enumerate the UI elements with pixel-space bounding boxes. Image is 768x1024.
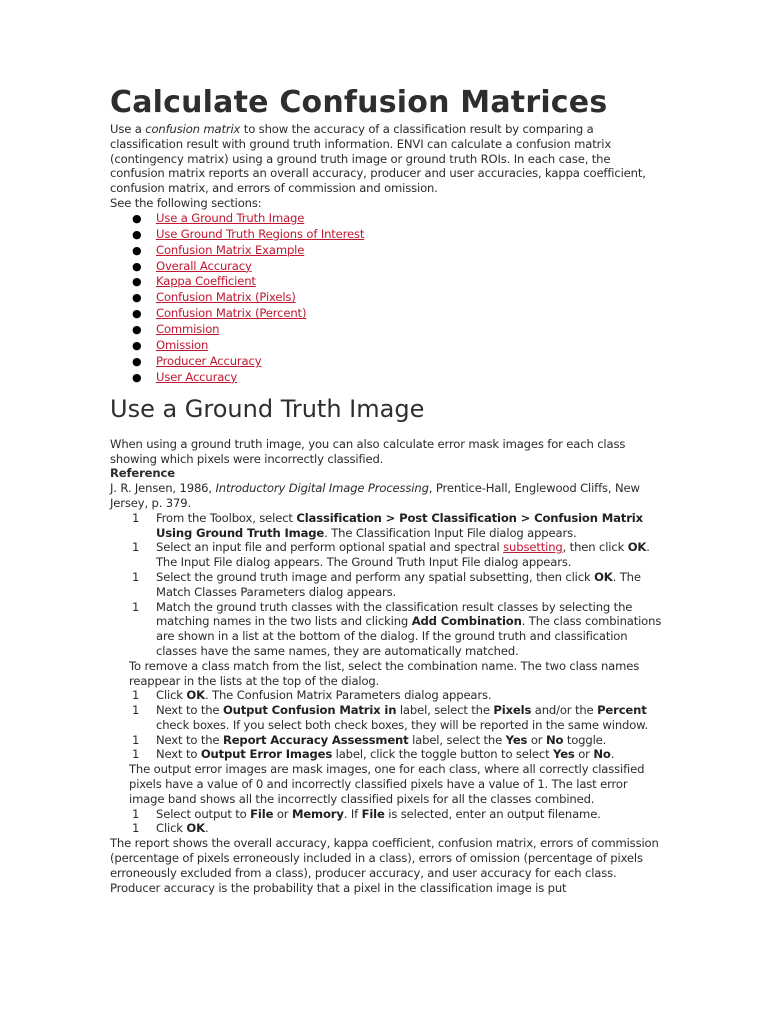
section-intro-paragraph: When using a ground truth image, you can also calculate error mask images for each class showing which pixels were incorrectly classified. xyxy=(110,436,626,466)
procedure-step xyxy=(110,600,662,659)
document-content xyxy=(110,84,662,895)
ui-label: Percent xyxy=(597,703,647,718)
step-text: . The Confusion Matrix Parameters dialog appears. xyxy=(204,688,492,703)
spacer xyxy=(110,424,662,437)
step-number: 1 xyxy=(132,688,140,703)
step-text: . xyxy=(204,821,209,836)
step-text: Next to xyxy=(156,747,201,762)
toc-link-confusion-matrix-percent[interactable]: Confusion Matrix (Percent) xyxy=(156,306,307,321)
toc-item xyxy=(110,259,662,275)
toc-link-confusion-matrix-example[interactable]: Confusion Matrix Example xyxy=(156,242,305,257)
citation-publisher: , Prentice-Hall, Englewood Cliffs, New Jersey, p. 379. xyxy=(110,481,640,510)
bullet-icon: ● xyxy=(132,275,142,289)
step-text: . The class combinations are shown in a list at the bottom of the dialog. If the ground truth and classification classes have the same names, they are automatically matched. xyxy=(156,614,662,658)
toc-item xyxy=(110,370,662,386)
bullet-icon: ● xyxy=(132,291,142,305)
toc-link-overall-accuracy[interactable]: Overall Accuracy xyxy=(156,258,252,273)
bullet-icon: ● xyxy=(132,323,142,337)
toc-item xyxy=(110,338,662,354)
section-heading-ground-truth-image: Use a Ground Truth Image xyxy=(110,394,425,423)
procedure-step xyxy=(110,688,662,703)
toc-item xyxy=(110,290,662,306)
toc-link-ground-truth-image[interactable]: Use a Ground Truth Image xyxy=(156,210,305,225)
step-text: Match the ground truth classes with the classification result classes by selecting the matching names in the two lists and clicking xyxy=(156,599,633,629)
step-note: The output error images are mask images, one for each class, where all correctly classified pixels have a value of 0 and incorrectly classified pixels have a value of 1. The last error image band shows all the incorrectly classified pixels for all the classes combined. xyxy=(129,762,645,806)
toc-link-kappa-coefficient[interactable]: Kappa Coefficient xyxy=(156,274,256,289)
intro-text-rest: to show the accuracy of a classification result by comparing a classification result with ground truth information. ENVI can calculate a confusion matrix (contingency matrix) using a ground truth image or ground truth ROIs. In each case, the confusion matrix reports an overall accuracy, producer and user accuracies, kappa coefficient, confusion matrix, and errors of commission and omission. xyxy=(110,122,646,196)
ui-label: No xyxy=(545,732,564,747)
toc-link-commision[interactable]: Commision xyxy=(156,322,220,337)
procedure-step xyxy=(110,703,662,733)
toc-item xyxy=(110,227,662,243)
step-text: . The Match Classes Parameters dialog appears. xyxy=(156,569,641,599)
step-text: . The Input File dialog appears. The Ground Truth Input File dialog appears. xyxy=(156,540,650,570)
add-combination-label: Add Combination xyxy=(411,614,522,629)
reference-citation xyxy=(110,481,662,511)
toc-item xyxy=(110,322,662,338)
bullet-icon: ● xyxy=(132,370,142,384)
bullet-icon: ● xyxy=(132,259,142,273)
ui-label: Yes xyxy=(505,732,528,747)
ui-label: Pixels xyxy=(493,703,532,718)
citation-book-title: Introductory Digital Image Processing xyxy=(215,481,429,496)
step-text: and/or the xyxy=(531,703,598,718)
citation-author: J. R. Jensen, 1986, xyxy=(110,481,216,496)
report-description: The report shows the overall accuracy, kappa coefficient, confusion matrix, errors of commission (percentage of pixels erroneously included in a class), errors of omission (percentage of pixels erroneously excluded from a class), producer accuracy, and user accuracy for each class. Producer accuracy is the probability that a pixel in the classification image is put xyxy=(110,836,659,895)
toc-link-ground-truth-rois[interactable]: Use Ground Truth Regions of Interest xyxy=(156,226,365,241)
bullet-icon: ● xyxy=(132,227,142,241)
ui-label: Report Accuracy Assessment xyxy=(222,732,409,747)
procedure-step xyxy=(110,570,662,600)
reference-label: Reference xyxy=(110,466,175,481)
ui-label: No xyxy=(593,747,611,762)
bullet-icon: ● xyxy=(132,339,142,353)
step-text: . xyxy=(610,747,615,762)
step-number: 1 xyxy=(132,821,140,836)
step-text: or xyxy=(574,747,594,762)
toc-item xyxy=(110,274,662,290)
toc-link-confusion-matrix-pixels[interactable]: Confusion Matrix (Pixels) xyxy=(156,290,296,305)
step-text: is selected, enter an output filename. xyxy=(384,806,601,821)
bullet-icon: ● xyxy=(132,243,142,257)
step-number: 1 xyxy=(132,569,140,584)
step-text: or xyxy=(527,732,546,747)
intro-paragraph xyxy=(110,122,662,196)
step-text: Select the ground truth image and perform any spatial subsetting, then click xyxy=(156,569,595,584)
step-text: Click xyxy=(156,821,187,836)
step-number: 1 xyxy=(132,747,140,762)
menu-path: Classification > Post Classification > Confusion Matrix Using Ground Truth Image xyxy=(156,510,643,540)
step-text: Select an input file and perform optional spatial and spectral xyxy=(156,540,504,555)
ok-label: OK xyxy=(594,569,613,584)
toc-item xyxy=(110,306,662,322)
procedure-step xyxy=(110,540,662,570)
step-text: toggle. xyxy=(563,732,607,747)
step-text: Select output to xyxy=(156,806,251,821)
ui-label: Output Error Images xyxy=(200,747,333,762)
bullet-icon: ● xyxy=(132,307,142,321)
step-text: Next to the xyxy=(156,732,223,747)
step-text: label, select the xyxy=(408,732,506,747)
procedure-step xyxy=(110,747,662,762)
toc-item xyxy=(110,211,662,227)
toc-list xyxy=(110,211,662,386)
step-text: , then click xyxy=(562,540,628,555)
ui-label: Yes xyxy=(553,747,575,762)
step-text: From the Toolbox, select xyxy=(156,510,297,525)
toc-item xyxy=(110,243,662,259)
step-text: label, select the xyxy=(396,703,494,718)
step-number: 1 xyxy=(132,732,140,747)
ok-label: OK xyxy=(186,821,205,836)
ui-label: File xyxy=(250,806,274,821)
sections-intro: See the following sections: xyxy=(110,195,262,210)
step-number: 1 xyxy=(132,703,140,718)
step-number: 1 xyxy=(132,510,140,525)
step-text: label, click the toggle button to select xyxy=(332,747,554,762)
procedure-step xyxy=(110,511,662,541)
ui-label: Memory xyxy=(291,806,344,821)
step-text: Click xyxy=(156,688,187,703)
step-number: 1 xyxy=(132,806,140,821)
step-text: Next to the xyxy=(156,703,223,718)
step-text: . If xyxy=(343,806,362,821)
ui-label: Output Confusion Matrix in xyxy=(222,703,397,718)
step-note: To remove a class match from the list, select the combination name. The two class names reappear in the lists at the top of the dialog. xyxy=(129,658,640,688)
ui-label: File xyxy=(361,806,385,821)
step-text: . The Classification Input File dialog appears. xyxy=(324,525,577,540)
bullet-icon: ● xyxy=(132,211,142,225)
intro-emphasis: confusion matrix xyxy=(145,122,241,136)
step-number: 1 xyxy=(132,540,140,555)
toc-link-user-accuracy[interactable]: User Accuracy xyxy=(156,369,238,384)
step-text: or xyxy=(273,806,292,821)
procedure-step xyxy=(110,733,662,748)
toc-item xyxy=(110,354,662,370)
ok-label: OK xyxy=(627,540,647,555)
intro-text-start: Use a xyxy=(110,122,146,136)
bullet-icon: ● xyxy=(132,354,142,368)
subsetting-link[interactable]: subsetting xyxy=(503,540,563,555)
step-number: 1 xyxy=(132,599,140,614)
page-title: Calculate Confusion Matrices xyxy=(110,85,608,120)
toc-link-producer-accuracy[interactable]: Producer Accuracy xyxy=(156,353,262,368)
ok-label: OK xyxy=(186,688,205,703)
procedure-step xyxy=(110,821,662,836)
toc-link-omission[interactable]: Omission xyxy=(156,338,209,353)
step-text: check boxes. If you select both check boxes, they will be reported in the same window. xyxy=(156,717,648,732)
procedure-step xyxy=(110,807,662,822)
